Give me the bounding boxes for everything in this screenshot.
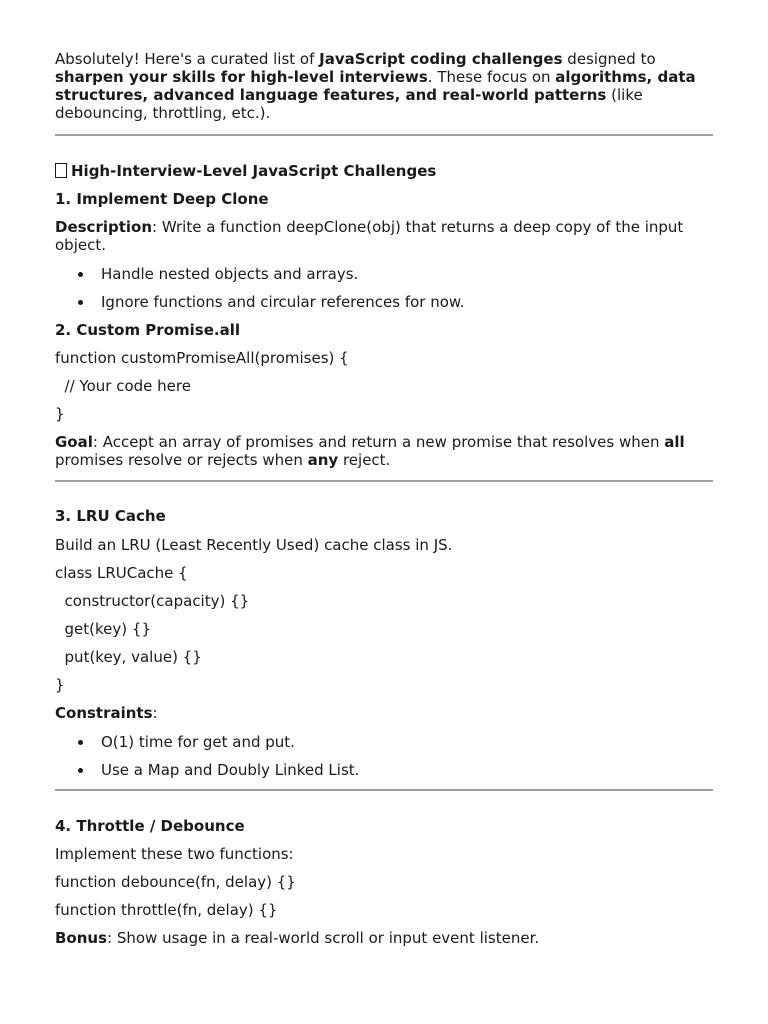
challenge-3-description: Build an LRU (Least Recently Used) cache class in JS. [55, 536, 453, 554]
code-line: function customPromiseAll(promises) { [55, 349, 349, 367]
list-item: Ignore functions and circular references for now. [101, 293, 465, 311]
code-line: class LRUCache { [55, 564, 188, 582]
challenge-1-description: Description: Write a function deepClone(obj) that returns a deep copy of the input object. [55, 218, 684, 254]
section-title: High-Interview-Level JavaScript Challenges [55, 162, 715, 180]
code-line: } [55, 676, 65, 694]
code-line: function debounce(fn, delay) {} [55, 873, 296, 891]
challenge-4-title: 4. Throttle / Debounce [55, 817, 245, 835]
missing-glyph-icon [55, 163, 67, 178]
intro-paragraph: Absolutely! Here's a curated list of JavaScript coding challenges designed to sharpen your skills for high-level interviews. These focus on algorithms, data structures, advanced language features, and real-world patterns (like debouncing, throttling, etc.). [55, 50, 696, 122]
bullet-icon [78, 768, 83, 773]
code-line: get(key) {} [55, 620, 151, 638]
code-line: constructor(capacity) {} [55, 592, 250, 610]
divider [55, 480, 713, 482]
list-item: Handle nested objects and arrays. [101, 265, 359, 283]
bullet-icon [78, 272, 83, 277]
code-line: put(key, value) {} [55, 648, 202, 666]
challenge-1-title: 1. Implement Deep Clone [55, 190, 269, 208]
bullet-icon [78, 300, 83, 305]
code-line: // Your code here [55, 377, 191, 395]
challenge-4-description: Implement these two functions: [55, 845, 294, 863]
challenge-4-bonus: Bonus: Show usage in a real-world scroll or input event listener. [55, 929, 540, 947]
list-item: O(1) time for get and put. [101, 733, 295, 751]
bullet-icon [78, 740, 83, 745]
code-line: function throttle(fn, delay) {} [55, 901, 278, 919]
challenge-2-title: 2. Custom Promise.all [55, 321, 240, 339]
challenge-3-constraints: Constraints: [55, 704, 158, 722]
divider [55, 134, 713, 136]
challenge-3-title: 3. LRU Cache [55, 507, 166, 525]
list-item: Use a Map and Doubly Linked List. [101, 761, 360, 779]
code-line: } [55, 405, 65, 423]
challenge-2-goal: Goal: Accept an array of promises and return a new promise that resolves when all promises resolve or rejects when any reject. [55, 433, 685, 469]
divider [55, 789, 713, 791]
